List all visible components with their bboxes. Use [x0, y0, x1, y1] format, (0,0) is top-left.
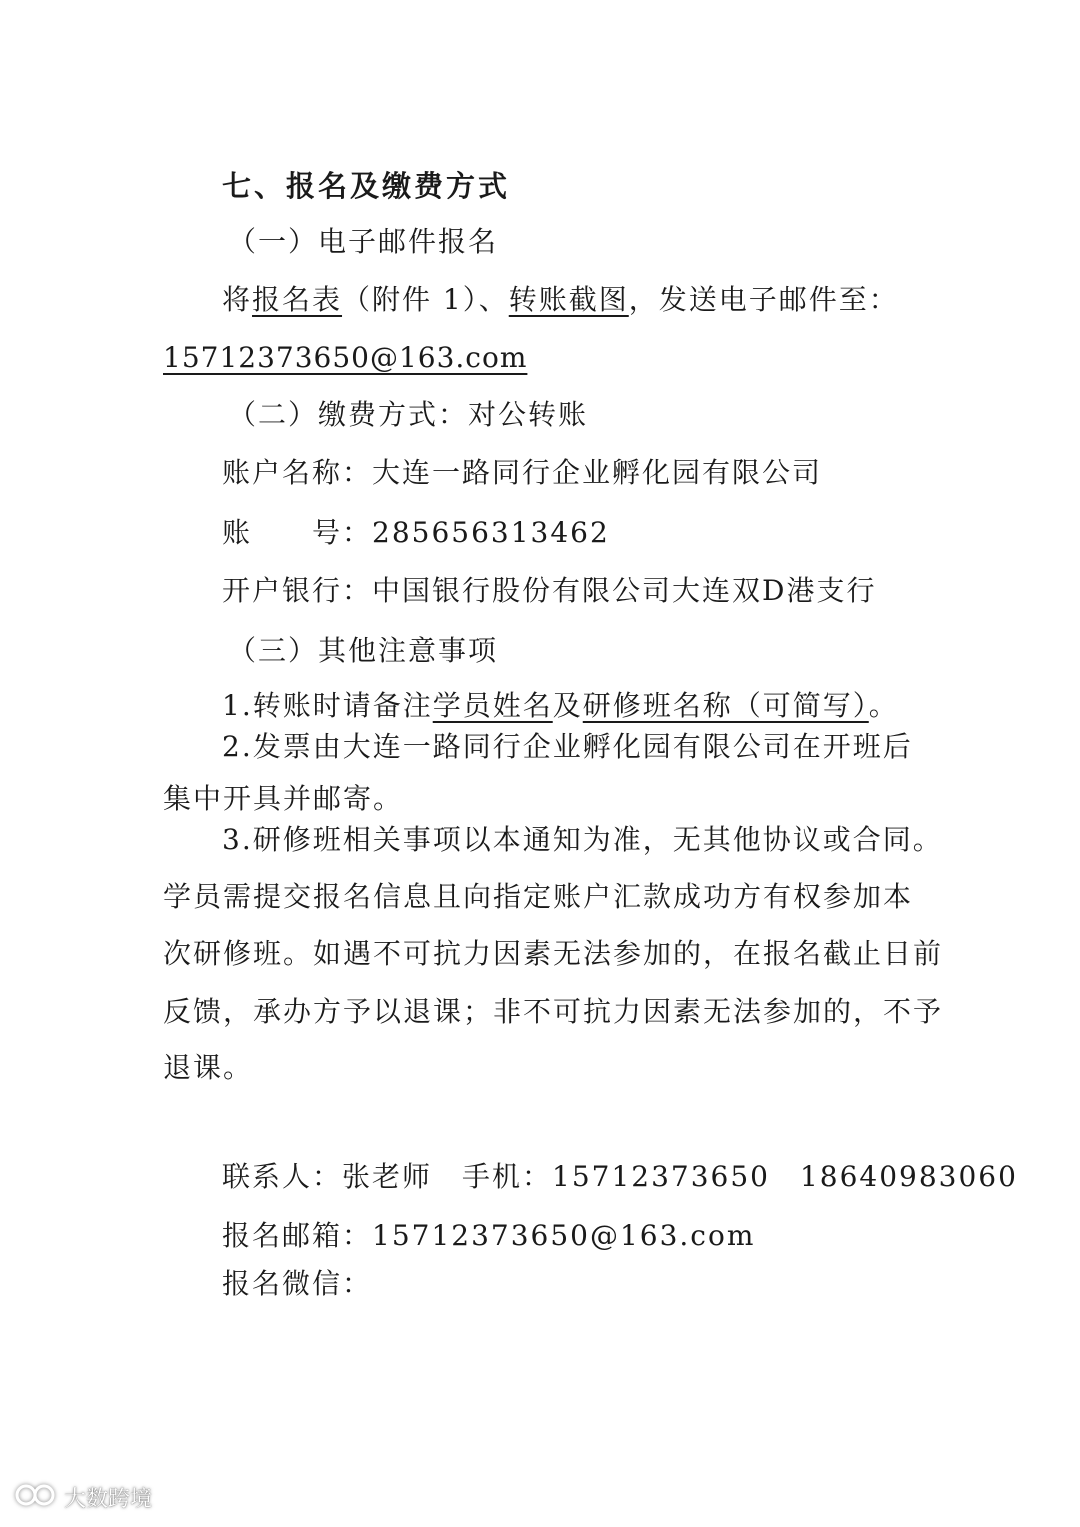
account-number — [222, 513, 610, 553]
sub1-line1 — [222, 280, 899, 320]
form-name-underlined: 报名表 — [252, 283, 343, 316]
note-2-line-1: 2.发票由大连一路同行企业孵化园有限公司在开班后 — [222, 730, 913, 763]
text-segment: 。 — [868, 689, 899, 722]
note-3-line-4: 反馈，承办方予以退课；非不可抗力因素无法参加的，不予 — [163, 995, 944, 1028]
watermark-text: 大数跨境 — [64, 1487, 153, 1512]
note-2-line-2: 集中开具并邮寄。 — [163, 782, 404, 815]
note-3-line-2: 学员需提交报名信息且向指定账户汇款成功方有权参加本 — [163, 880, 914, 913]
text-segment: 1.转账时请备注 — [222, 689, 433, 722]
text-segment: 将 — [222, 283, 253, 316]
note-3-line-3: 次研修班。如遇不可抗力因素无法参加的，在报名截止日前 — [163, 937, 944, 970]
sub3-title: （三）其他注意事项 — [228, 634, 499, 667]
note-3-line-1: 3.研修班相关事项以本通知为准，无其他协议或合同。 — [222, 823, 943, 856]
text-segment: （附件 1）、 — [342, 283, 509, 316]
watermark-logo-icon — [14, 1483, 58, 1513]
account-number-value: 285656313462 — [372, 516, 610, 549]
contact-email: 报名邮箱：15712373650@163.com — [222, 1219, 756, 1252]
watermark — [14, 1482, 152, 1513]
sub2-title: （二）缴费方式：对公转账 — [228, 398, 589, 431]
account-name: 账户名称：大连一路同行企业孵化园有限公司 — [222, 456, 823, 489]
course-name-underlined: 研修班名称（可简写） — [582, 689, 869, 722]
note-1 — [222, 686, 899, 726]
section-heading: 七、报名及缴费方式 — [222, 169, 511, 203]
note-3-line-5: 退课。 — [163, 1051, 254, 1084]
text-segment: ，发送电子邮件至： — [628, 283, 899, 316]
bank-name: 开户银行：中国银行股份有限公司大连双D港支行 — [222, 574, 877, 607]
contact-wechat: 报名微信： — [222, 1267, 373, 1300]
account-number-label: 账 号： — [222, 516, 373, 549]
sub1-title: （一）电子邮件报名 — [228, 225, 499, 258]
text-segment: 及 — [552, 689, 583, 722]
contact-person: 联系人：张老师 手机：15712373650 18640983060 — [222, 1160, 1018, 1193]
registration-email-link[interactable]: 15712373650@163.com — [163, 341, 528, 374]
student-name-underlined: 学员姓名 — [432, 689, 553, 722]
transfer-screenshot-underlined: 转账截图 — [508, 283, 629, 316]
